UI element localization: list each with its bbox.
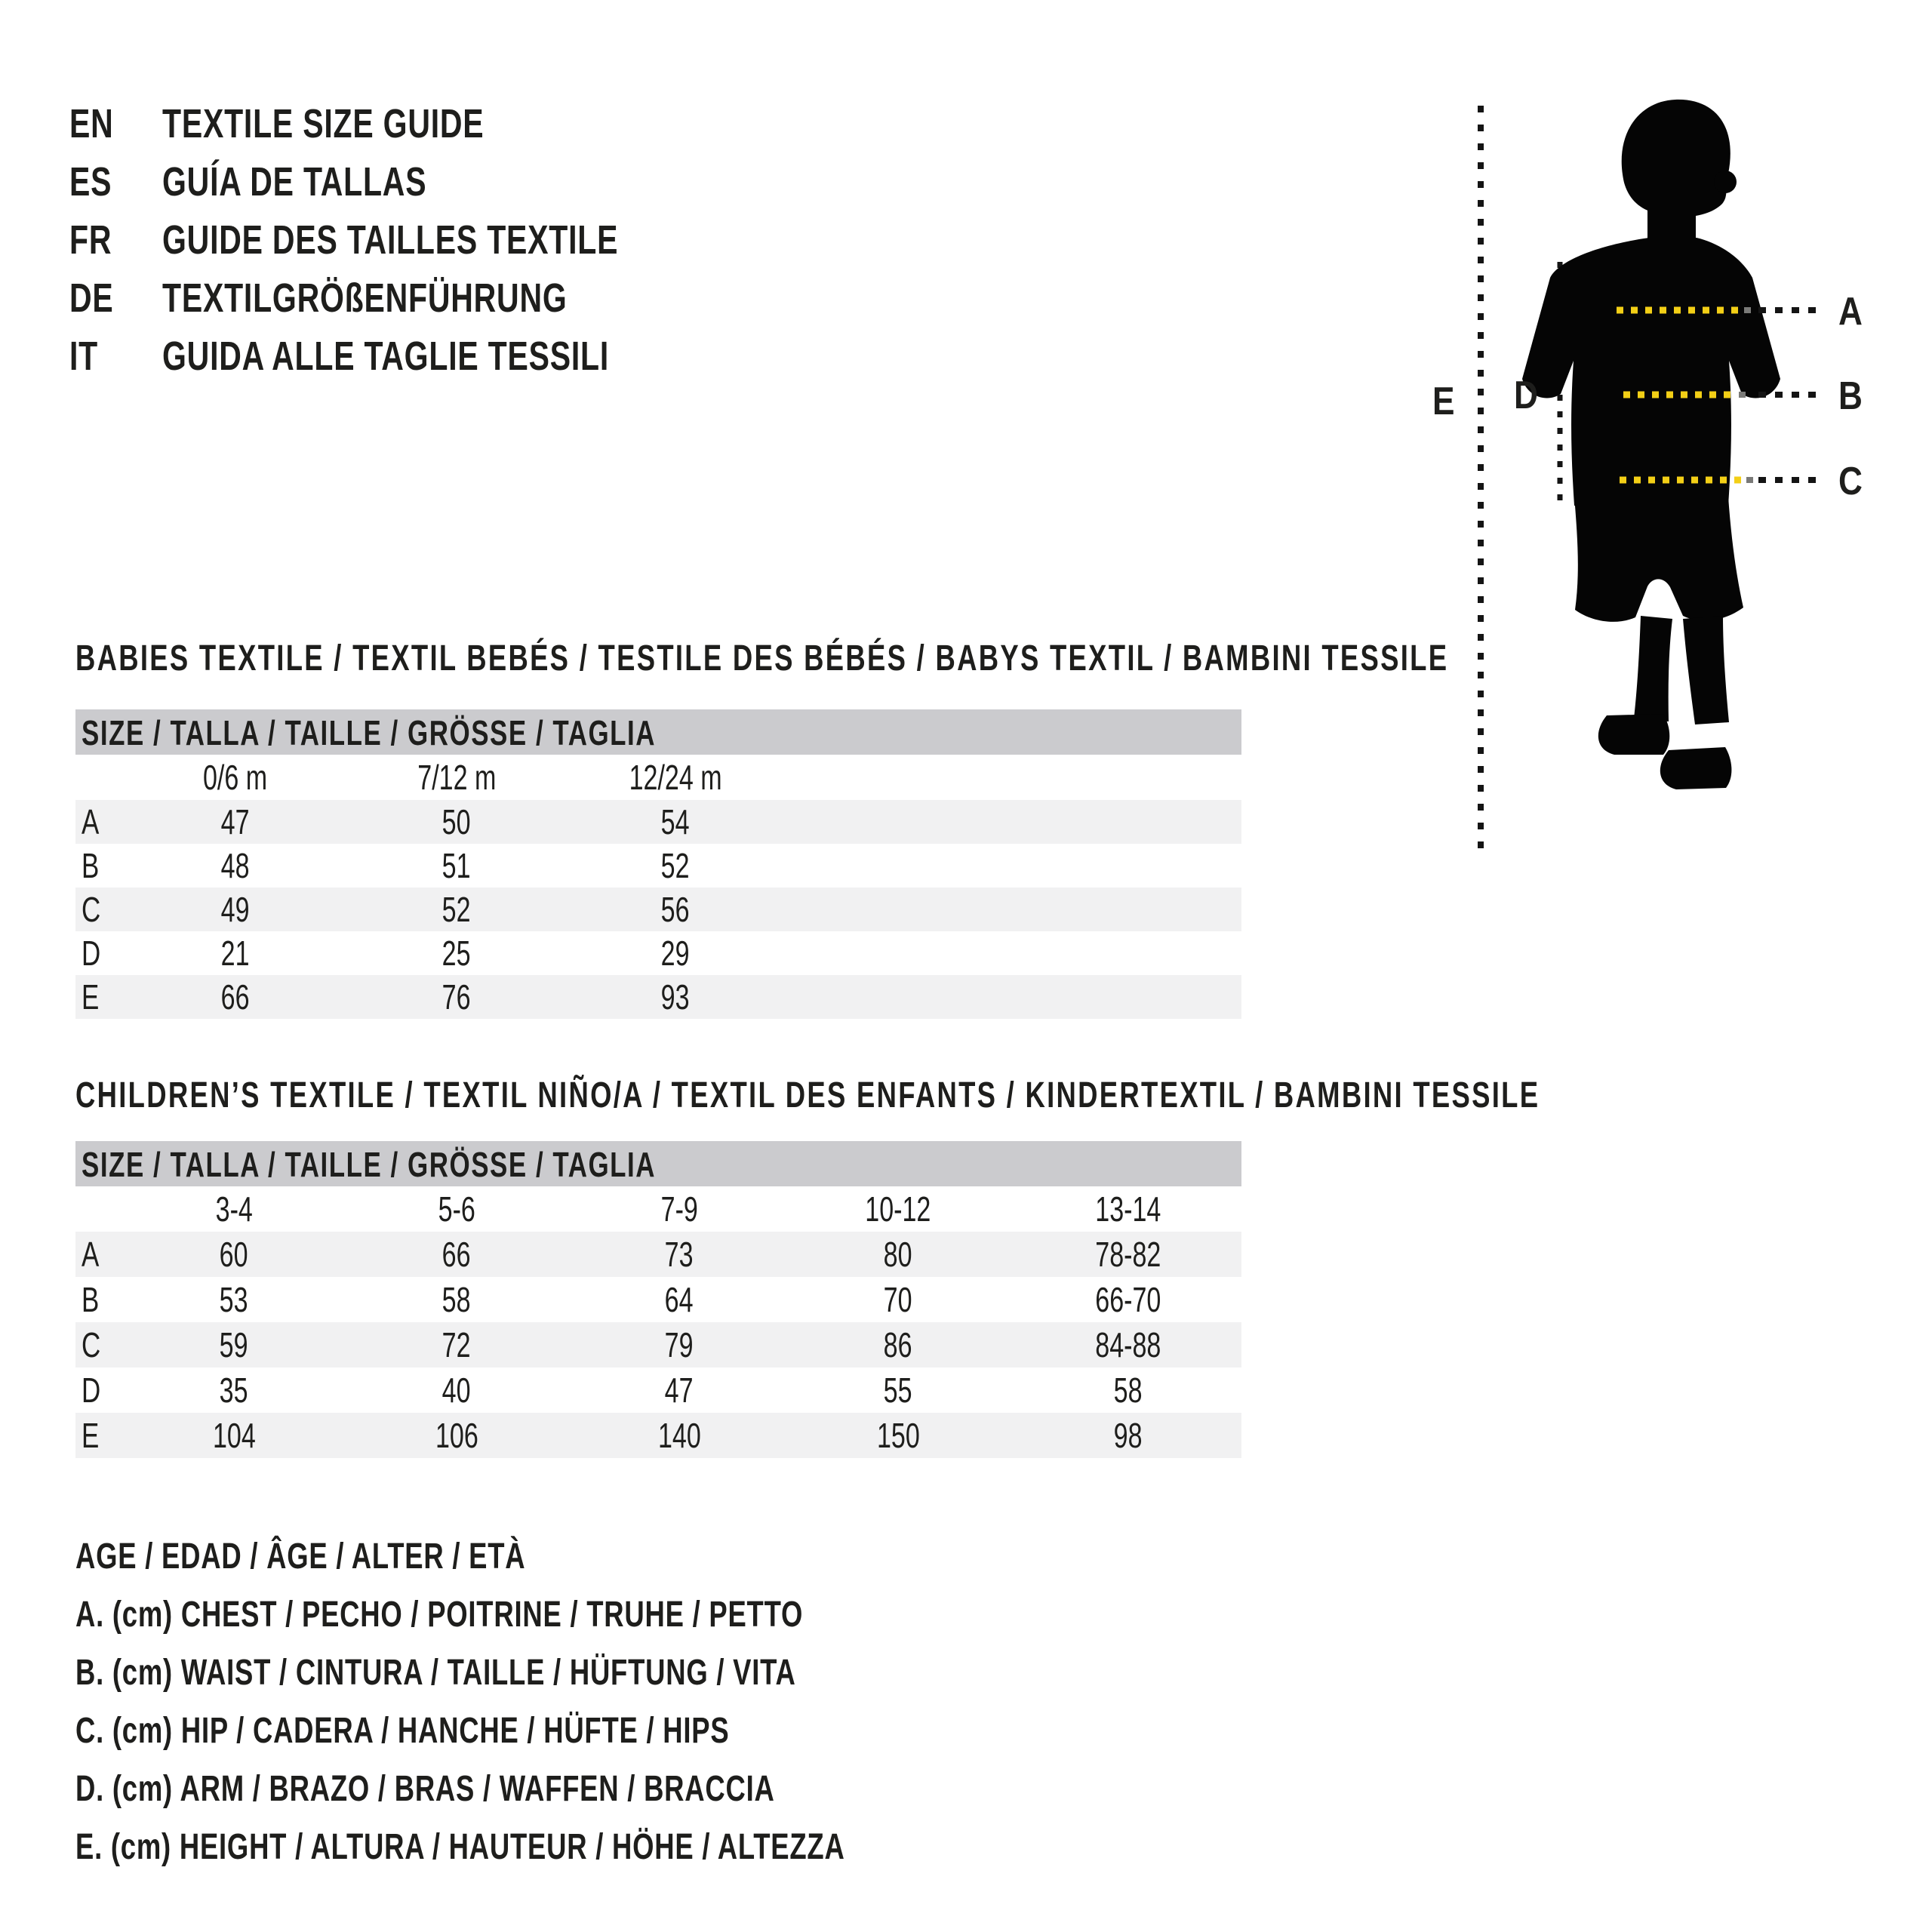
- babies-value-E-0/6 m: 66: [221, 977, 250, 1017]
- language-code: ES: [69, 159, 112, 205]
- babies-value-A-7/12 m: 50: [442, 802, 471, 841]
- language-code: IT: [69, 334, 98, 379]
- children-size-table: [75, 1186, 1241, 1458]
- row-label: D: [82, 1371, 101, 1410]
- legend-text: B. (cm) WAIST / CINTURA / TAILLE / HÜFTUNG / VITA: [75, 1653, 796, 1693]
- row-label: C: [82, 890, 101, 929]
- children-row-A: [75, 1232, 1241, 1277]
- babies-value-A-12/24 m: 54: [661, 802, 690, 841]
- babies-column-header-row: [75, 755, 1241, 800]
- legend-text: D. (cm) ARM / BRAZO / BRAS / WAFFEN / BRACCIA: [75, 1769, 775, 1809]
- children-value-A-10-12: 80: [884, 1235, 912, 1274]
- children-value-D-7-9: 47: [665, 1371, 694, 1410]
- children-value-A-5-6: 66: [442, 1235, 471, 1274]
- row-label: E: [82, 1416, 100, 1455]
- children-value-D-10-12: 55: [884, 1371, 912, 1410]
- babies-value-D-7/12 m: 25: [442, 934, 471, 973]
- babies-row-D: [75, 931, 1241, 975]
- babies-value-D-12/24 m: 29: [661, 934, 690, 973]
- label-A: A: [1838, 289, 1863, 334]
- children-value-E-3-4: 104: [212, 1416, 256, 1455]
- babies-size-header-bar: SIZE / TALLA / TAILLE / GRÖSSE / TAGLIA: [75, 709, 1241, 755]
- row-label: C: [82, 1325, 101, 1364]
- language-code: EN: [69, 101, 114, 146]
- children-value-B-13-14: 66-70: [1095, 1280, 1161, 1319]
- children-size-header-bar: SIZE / TALLA / TAILLE / GRÖSSE / TAGLIA: [75, 1141, 1241, 1186]
- babies-column-header: 0/6 m: [203, 758, 268, 797]
- children-value-E-10-12: 150: [876, 1416, 920, 1455]
- children-row-C: [75, 1322, 1241, 1367]
- babies-value-C-0/6 m: 49: [221, 890, 250, 929]
- babies-value-A-0/6 m: 47: [221, 802, 250, 841]
- child-silhouette-diagram: [1419, 83, 1932, 913]
- children-value-B-3-4: 53: [220, 1280, 248, 1319]
- children-value-E-7-9: 140: [657, 1416, 701, 1455]
- babies-column-header: 7/12 m: [417, 758, 497, 797]
- children-column-header: 13-14: [1095, 1189, 1161, 1229]
- babies-value-B-12/24 m: 52: [661, 846, 690, 885]
- legend-text: A. (cm) CHEST / PECHO / POITRINE / TRUHE / PETTO: [75, 1595, 804, 1635]
- children-value-C-5-6: 72: [442, 1325, 471, 1364]
- language-title: TEXTILE SIZE GUIDE: [162, 101, 485, 146]
- children-value-C-13-14: 84-88: [1095, 1325, 1161, 1364]
- babies-section-heading: BABIES TEXTILE / TEXTIL BEBÉS / TESTILE DES BÉBÉS / BABYS TEXTIL / BAMBINI TESSILE: [75, 638, 1449, 678]
- language-title: TEXTILGRÖßENFÜHRUNG: [162, 275, 568, 321]
- children-value-B-10-12: 70: [884, 1280, 912, 1319]
- child-silhouette: [1522, 100, 1780, 789]
- children-row-E: [75, 1413, 1241, 1458]
- babies-row-E: [75, 975, 1241, 1019]
- babies-value-E-7/12 m: 76: [442, 977, 471, 1017]
- row-label: A: [82, 802, 100, 841]
- children-column-header-row: [75, 1186, 1241, 1232]
- children-value-E-13-14: 98: [1114, 1416, 1143, 1455]
- babies-column-header: 12/24 m: [629, 758, 722, 797]
- children-column-header: 3-4: [215, 1189, 253, 1229]
- children-column-header: 7-9: [660, 1189, 698, 1229]
- babies-value-C-7/12 m: 52: [442, 890, 471, 929]
- children-value-D-13-14: 58: [1114, 1371, 1143, 1410]
- babies-value-D-0/6 m: 21: [221, 934, 250, 973]
- babies-value-E-12/24 m: 93: [661, 977, 690, 1017]
- babies-row-B: [75, 844, 1241, 888]
- babies-value-B-0/6 m: 48: [221, 846, 250, 885]
- children-section-heading: CHILDREN’S TEXTILE / TEXTIL NIÑO/A / TEXTIL DES ENFANTS / KINDERTEXTIL / BAMBINI TESSILE: [75, 1075, 1540, 1115]
- babies-row-A: [75, 800, 1241, 844]
- babies-size-table: [75, 755, 1241, 1019]
- children-value-D-5-6: 40: [442, 1371, 471, 1410]
- babies-row-C: [75, 888, 1241, 931]
- language-title: GUIDA ALLE TAGLIE TESSILI: [162, 334, 610, 379]
- label-B: B: [1838, 374, 1863, 418]
- language-code: FR: [69, 217, 112, 263]
- children-value-C-3-4: 59: [220, 1325, 248, 1364]
- language-title: GUÍA DE TALLAS: [162, 159, 427, 205]
- legend-text: C. (cm) HIP / CADERA / HANCHE / HÜFTE / HIPS: [75, 1711, 730, 1751]
- legend-text: E. (cm) HEIGHT / ALTURA / HAUTEUR / HÖHE / ALTEZZA: [75, 1827, 845, 1867]
- label-D: D: [1514, 373, 1538, 417]
- children-column-header: 10-12: [865, 1189, 931, 1229]
- children-value-C-7-9: 79: [665, 1325, 694, 1364]
- children-value-B-5-6: 58: [442, 1280, 471, 1319]
- children-value-A-13-14: 78-82: [1095, 1235, 1161, 1274]
- legend-text: AGE / EDAD / ÂGE / ALTER / ETÀ: [75, 1537, 526, 1577]
- row-label: D: [82, 934, 101, 973]
- children-row-B: [75, 1277, 1241, 1322]
- row-label: E: [82, 977, 100, 1017]
- label-E: E: [1432, 379, 1455, 423]
- children-column-header: 5-6: [438, 1189, 475, 1229]
- language-title: GUIDE DES TAILLES TEXTILE: [162, 217, 619, 263]
- babies-value-B-7/12 m: 51: [442, 846, 471, 885]
- label-C: C: [1838, 459, 1863, 503]
- children-value-A-3-4: 60: [220, 1235, 248, 1274]
- row-label: B: [82, 846, 100, 885]
- children-value-B-7-9: 64: [665, 1280, 694, 1319]
- measurement-figure: [1419, 83, 1932, 913]
- language-code: DE: [69, 275, 114, 321]
- row-label: B: [82, 1280, 100, 1319]
- children-row-D: [75, 1367, 1241, 1413]
- children-value-C-10-12: 86: [884, 1325, 912, 1364]
- row-label: A: [82, 1235, 100, 1274]
- babies-value-C-12/24 m: 56: [661, 890, 690, 929]
- children-value-E-5-6: 106: [435, 1416, 478, 1455]
- children-value-A-7-9: 73: [665, 1235, 694, 1274]
- children-value-D-3-4: 35: [220, 1371, 248, 1410]
